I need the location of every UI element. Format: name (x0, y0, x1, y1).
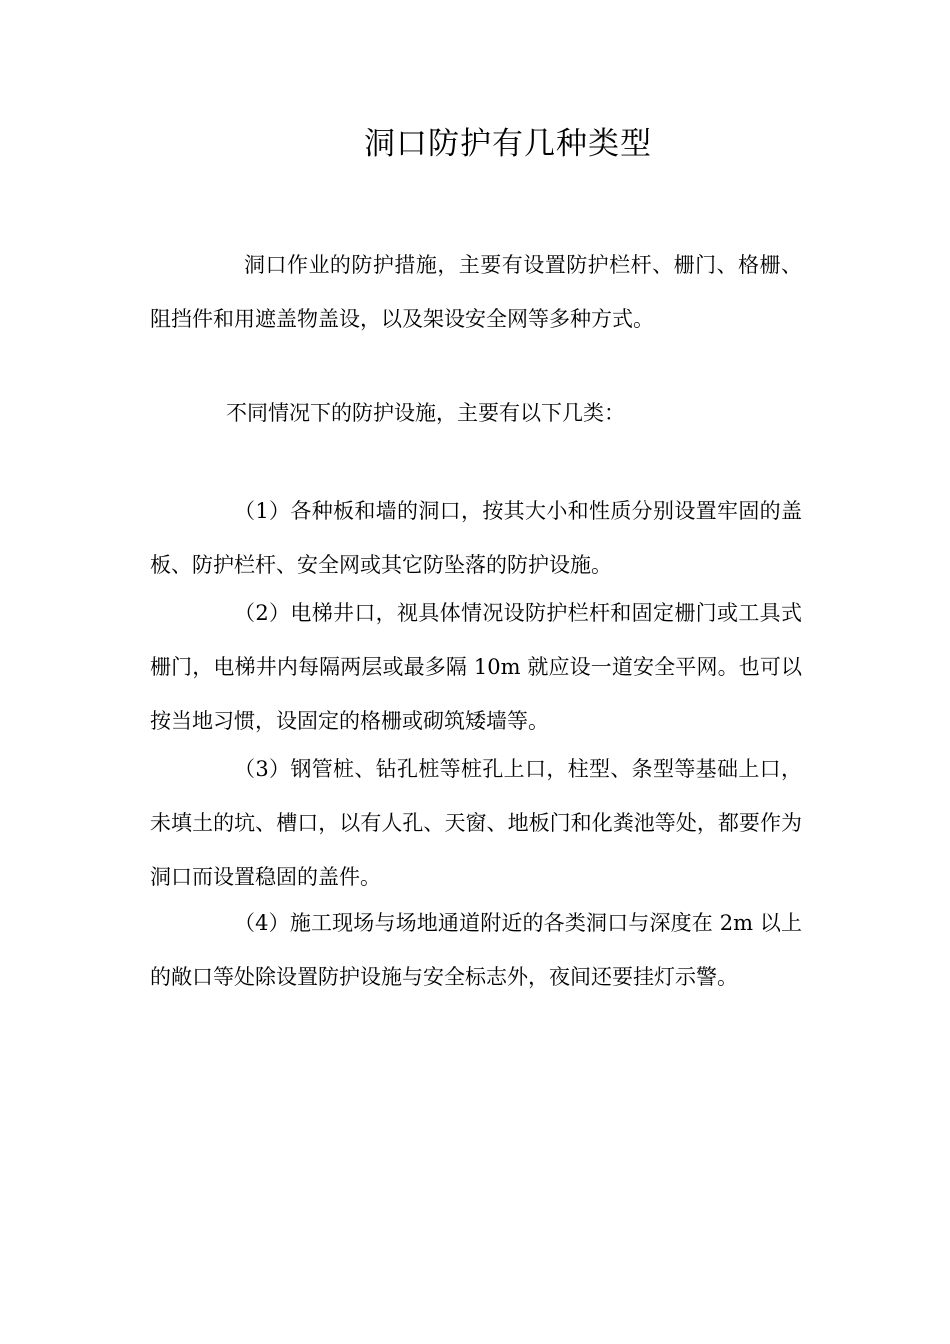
list-item-4: （4）施工现场与场地通道附近的各类洞口与深度在 2m 以上的敞口等处除设置防护设施与安全标志外，夜间还要挂灯示警。 (150, 911, 802, 989)
list-item-3: （3）钢管桩、钻孔桩等桩孔上口，柱型、条型等基础上口，未填土的坑、槽口，以有人孔、天窗、地板门和化粪池等处，都要作为洞口而设置稳固的盖件。 (150, 757, 802, 889)
intro-paragraph: 洞口作业的防护措施，主要有设置防护栏杆、栅门、格栅、阻挡件和用遮盖物盖设，以及架设安全网等多种方式。 (150, 253, 802, 331)
document-title: 洞口防护有几种类型 (364, 126, 652, 162)
list-item-2: （2）电梯井口，视具体情况设防护栏杆和固定栅门或工具式栅门，电梯井内每隔两层或最多隔 10m 就应设一道安全平网。也可以按当地习惯，设固定的格栅或砌筑矮墙等。 (150, 601, 802, 733)
lead-paragraph: 不同情况下的防护设施，主要有以下几类： (226, 401, 625, 425)
list-item-1: （1）各种板和墙的洞口，按其大小和性质分别设置牢固的盖板、防护栏杆、安全网或其它防坠落的防护设施。 (150, 499, 802, 577)
